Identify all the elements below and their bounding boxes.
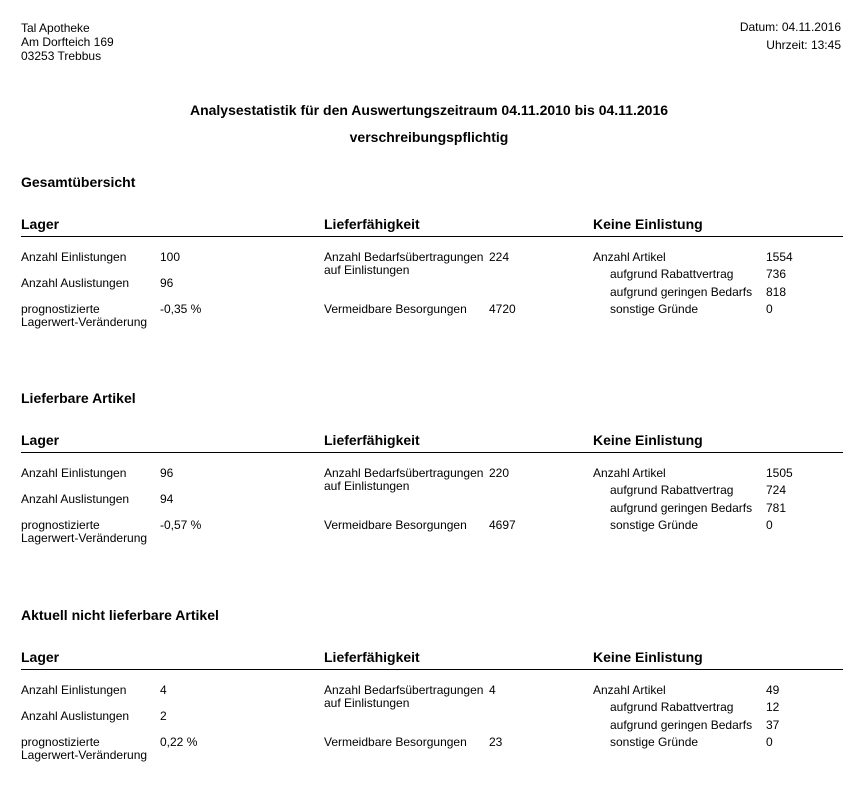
value-geringer-bedarf: 818	[766, 285, 787, 299]
value-bedarf: 4	[489, 683, 496, 697]
value-rabattvertrag: 736	[766, 267, 787, 281]
value-sonstige-gruende: 0	[766, 735, 773, 749]
label-anzahl-einlistungen: Anzahl Einlistungen	[21, 466, 127, 480]
value-anzahl-auslistungen: 96	[160, 276, 174, 290]
value-besorgungen: 4720	[489, 302, 516, 316]
value-besorgungen: 23	[489, 735, 503, 749]
label-lagerwert-line1: prognostizierte	[21, 518, 100, 532]
label-lagerwert-line2: Lagerwert-Veränderung	[21, 748, 148, 762]
label-lagerwert-line1: prognostizierte	[21, 735, 100, 749]
pharmacy-street: Am Dorfteich 169	[21, 35, 114, 49]
pharmacy-address	[21, 21, 114, 63]
label-bedarf-line1: Anzahl Bedarfsübertragungen	[324, 683, 484, 697]
report-subtitle: verschreibungspflichtig	[349, 129, 509, 145]
value-lagerwert: 0,22 %	[160, 735, 198, 749]
label-sonstige-gruende: sonstige Gründe	[610, 302, 699, 316]
label-sonstige-gruende: sonstige Gründe	[610, 735, 699, 749]
header-divider	[21, 452, 843, 453]
section-title: Lieferbare Artikel	[21, 390, 136, 406]
label-anzahl-artikel: Anzahl Artikel	[593, 466, 666, 480]
value-anzahl-einlistungen: 100	[160, 250, 181, 264]
value-anzahl-artikel: 1505	[766, 466, 793, 480]
column-header-lieferfaehigkeit: Lieferfähigkeit	[324, 216, 420, 232]
column-header-lieferfaehigkeit: Lieferfähigkeit	[324, 649, 420, 665]
label-besorgungen: Vermeidbare Besorgungen	[324, 735, 467, 749]
value-anzahl-auslistungen: 2	[160, 709, 167, 723]
pharmacy-name: Tal Apotheke	[21, 21, 90, 35]
label-geringer-bedarf: aufgrund geringen Bedarfs	[610, 501, 753, 515]
value-anzahl-auslistungen: 94	[160, 492, 174, 506]
label-anzahl-artikel: Anzahl Artikel	[593, 683, 666, 697]
value-sonstige-gruende: 0	[766, 518, 773, 532]
value-geringer-bedarf: 781	[766, 501, 787, 515]
label-rabattvertrag: aufgrund Rabattvertrag	[610, 700, 734, 714]
label-bedarf-line2: auf Einlistungen	[324, 696, 410, 710]
report-time: Uhrzeit: 13:45	[766, 38, 841, 52]
column-header-keine-einlistung: Keine Einlistung	[593, 432, 703, 448]
header-divider	[21, 669, 843, 670]
label-anzahl-auslistungen: Anzahl Auslistungen	[21, 492, 130, 506]
label-lagerwert-line2: Lagerwert-Veränderung	[21, 531, 148, 545]
label-geringer-bedarf: aufgrund geringen Bedarfs	[610, 718, 753, 732]
label-lagerwert-line2: Lagerwert-Veränderung	[21, 315, 148, 329]
report-date: Datum: 04.11.2016	[739, 20, 841, 34]
column-header-keine-einlistung: Keine Einlistung	[593, 216, 703, 232]
value-bedarf: 224	[489, 250, 510, 264]
label-anzahl-artikel: Anzahl Artikel	[593, 250, 666, 264]
label-besorgungen: Vermeidbare Besorgungen	[324, 518, 467, 532]
label-anzahl-einlistungen: Anzahl Einlistungen	[21, 250, 127, 264]
column-header-lager: Lager	[21, 649, 60, 665]
value-sonstige-gruende: 0	[766, 302, 773, 316]
label-geringer-bedarf: aufgrund geringen Bedarfs	[610, 285, 753, 299]
value-anzahl-einlistungen: 96	[160, 466, 174, 480]
column-header-keine-einlistung: Keine Einlistung	[593, 649, 703, 665]
section-gesamtuebersicht	[0, 174, 858, 374]
label-bedarf-line1: Anzahl Bedarfsübertragungen	[324, 466, 484, 480]
value-anzahl-artikel: 1554	[766, 250, 793, 264]
label-sonstige-gruende: sonstige Gründe	[610, 518, 699, 532]
label-anzahl-auslistungen: Anzahl Auslistungen	[21, 709, 130, 723]
label-lagerwert-line1: prognostizierte	[21, 302, 100, 316]
header-divider	[21, 236, 843, 237]
section-title: Aktuell nicht lieferbare Artikel	[21, 607, 219, 623]
value-lagerwert: -0,57 %	[160, 518, 202, 532]
column-header-lager: Lager	[21, 432, 60, 448]
value-geringer-bedarf: 37	[766, 718, 780, 732]
value-besorgungen: 4697	[489, 518, 516, 532]
label-besorgungen: Vermeidbare Besorgungen	[324, 302, 467, 316]
value-anzahl-artikel: 49	[766, 683, 780, 697]
section-title: Gesamtübersicht	[21, 174, 136, 190]
value-rabattvertrag: 724	[766, 483, 787, 497]
section-nicht-lieferbare-artikel	[0, 607, 858, 807]
pharmacy-city: 03253 Trebbus	[21, 49, 102, 63]
report-meta	[740, 18, 841, 54]
section-lieferbare-artikel	[0, 390, 858, 590]
value-bedarf: 220	[489, 466, 510, 480]
label-anzahl-einlistungen: Anzahl Einlistungen	[21, 683, 127, 697]
value-rabattvertrag: 12	[766, 700, 780, 714]
label-anzahl-auslistungen: Anzahl Auslistungen	[21, 276, 130, 290]
column-header-lieferfaehigkeit: Lieferfähigkeit	[324, 432, 420, 448]
label-rabattvertrag: aufgrund Rabattvertrag	[610, 267, 734, 281]
label-bedarf-line1: Anzahl Bedarfsübertragungen	[324, 250, 484, 264]
report-title: Analysestatistik für den Auswertungszeitraum 04.11.2010 bis 04.11.2016	[189, 102, 669, 118]
value-lagerwert: -0,35 %	[160, 302, 202, 316]
label-bedarf-line2: auf Einlistungen	[324, 479, 410, 493]
label-rabattvertrag: aufgrund Rabattvertrag	[610, 483, 734, 497]
value-anzahl-einlistungen: 4	[160, 683, 167, 697]
label-bedarf-line2: auf Einlistungen	[324, 263, 410, 277]
column-header-lager: Lager	[21, 216, 60, 232]
